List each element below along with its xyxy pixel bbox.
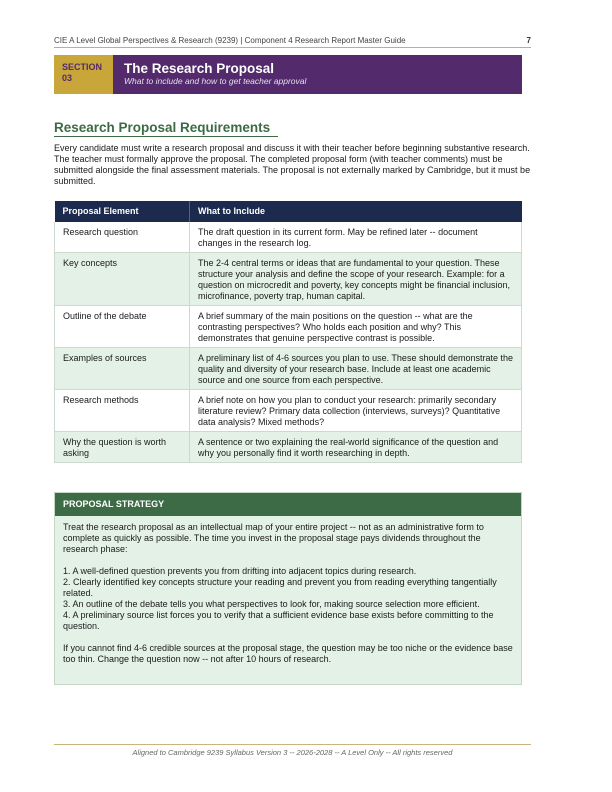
strategy-point: 1. A well-defined question prevents you from drifting into adjacent topics during research. bbox=[63, 566, 417, 576]
section-banner bbox=[54, 55, 522, 94]
strategy-closing: If you cannot find 4-6 credible sources at the proposal stage, the question may be too niche or the evidence base too thin. Change the question now -- not after 10 hours of research. bbox=[63, 643, 513, 664]
strategy-point: 2. Clearly identified key concepts structure your reading and prevent you from reading everything tangentially related. bbox=[63, 577, 497, 598]
section-title-block bbox=[113, 55, 306, 94]
description-cell: A sentence or two explaining the real-world significance of the question and why you personally find it worth researching in depth. bbox=[190, 432, 522, 463]
strategy-intro: Treat the research proposal as an intellectual map of your entire project -- not as an administrative form to complete as quickly as possible. The time you invest in the proposal stage pays dividends throughout the research phase: bbox=[63, 522, 484, 554]
table-row bbox=[55, 432, 522, 463]
element-cell: Research question bbox=[55, 222, 190, 253]
table-row bbox=[55, 222, 522, 253]
page-number: 7 bbox=[526, 36, 531, 45]
table-header-row bbox=[55, 201, 522, 222]
table-row bbox=[55, 348, 522, 390]
section-number: 03 bbox=[62, 73, 73, 83]
section-subtitle: What to include and how to get teacher approval bbox=[124, 76, 307, 86]
column-header: Proposal Element bbox=[55, 201, 190, 222]
element-cell: Why the question is worth asking bbox=[55, 432, 190, 463]
strategy-point: 3. An outline of the debate tells you what perspectives to look for, making source selection more efficient. bbox=[63, 599, 480, 609]
section-label: SECTION bbox=[62, 62, 103, 72]
description-cell: A brief note on how you plan to conduct your research: primarily secondary literature review? Primary data collection (interviews, surveys)? Quantitative data analysis? Mixed methods? bbox=[190, 390, 522, 432]
element-cell: Outline of the debate bbox=[55, 306, 190, 348]
strategy-point: 4. A preliminary source list forces you to verify that a sufficient evidence base exists before committing to the question. bbox=[63, 610, 494, 631]
section-title: The Research Proposal bbox=[124, 61, 275, 76]
running-header bbox=[54, 34, 531, 48]
description-cell: A preliminary list of 4-6 sources you plan to use. These should demonstrate the quality and diversity of your research base. Include at least one academic source and one source from each perspective. bbox=[190, 348, 522, 390]
table-row bbox=[55, 390, 522, 432]
strategy-title: PROPOSAL STRATEGY bbox=[55, 493, 521, 516]
table-row bbox=[55, 306, 522, 348]
description-cell: The draft question in its current form. May be refined later -- document changes in the research log. bbox=[190, 222, 522, 253]
page-heading: Research Proposal Requirements bbox=[54, 120, 278, 137]
element-cell: Key concepts bbox=[55, 253, 190, 306]
running-header-title: CIE A Level Global Perspectives & Research (9239) | Component 4 Research Report Master Guide bbox=[54, 36, 406, 45]
intro-paragraph: Every candidate must write a research proposal and discuss it with their teacher before beginning substantive research. The teacher must formally approve the proposal. The completed proposal form (with teacher comments) must be submitted alongside the final assessment materials. The proposal is not externally marked by Cambridge, but it must be submitted. bbox=[54, 143, 531, 186]
element-cell: Examples of sources bbox=[55, 348, 190, 390]
description-cell: The 2-4 central terms or ideas that are fundamental to your question. These structure your analysis and define the scope of your research. Example: for a question on microcredit and poverty, key concepts might be financial inclusion, microfinance, poverty trap, human capital. bbox=[190, 253, 522, 306]
proposal-requirements-table bbox=[54, 201, 522, 463]
strategy-body bbox=[55, 516, 521, 665]
description-cell: A brief summary of the main positions on the question -- what are the contrasting perspectives? Who holds each position and why? This demonstrates that genuine perspective contrast is possible. bbox=[190, 306, 522, 348]
section-tag bbox=[54, 55, 113, 94]
column-header: What to Include bbox=[190, 201, 522, 222]
page-footer: Aligned to Cambridge 9239 Syllabus Version 3 -- 2026-2028 -- A Level Only -- All rights reserved bbox=[54, 744, 531, 757]
proposal-strategy-box bbox=[54, 492, 522, 685]
table-row bbox=[55, 253, 522, 306]
element-cell: Research methods bbox=[55, 390, 190, 432]
